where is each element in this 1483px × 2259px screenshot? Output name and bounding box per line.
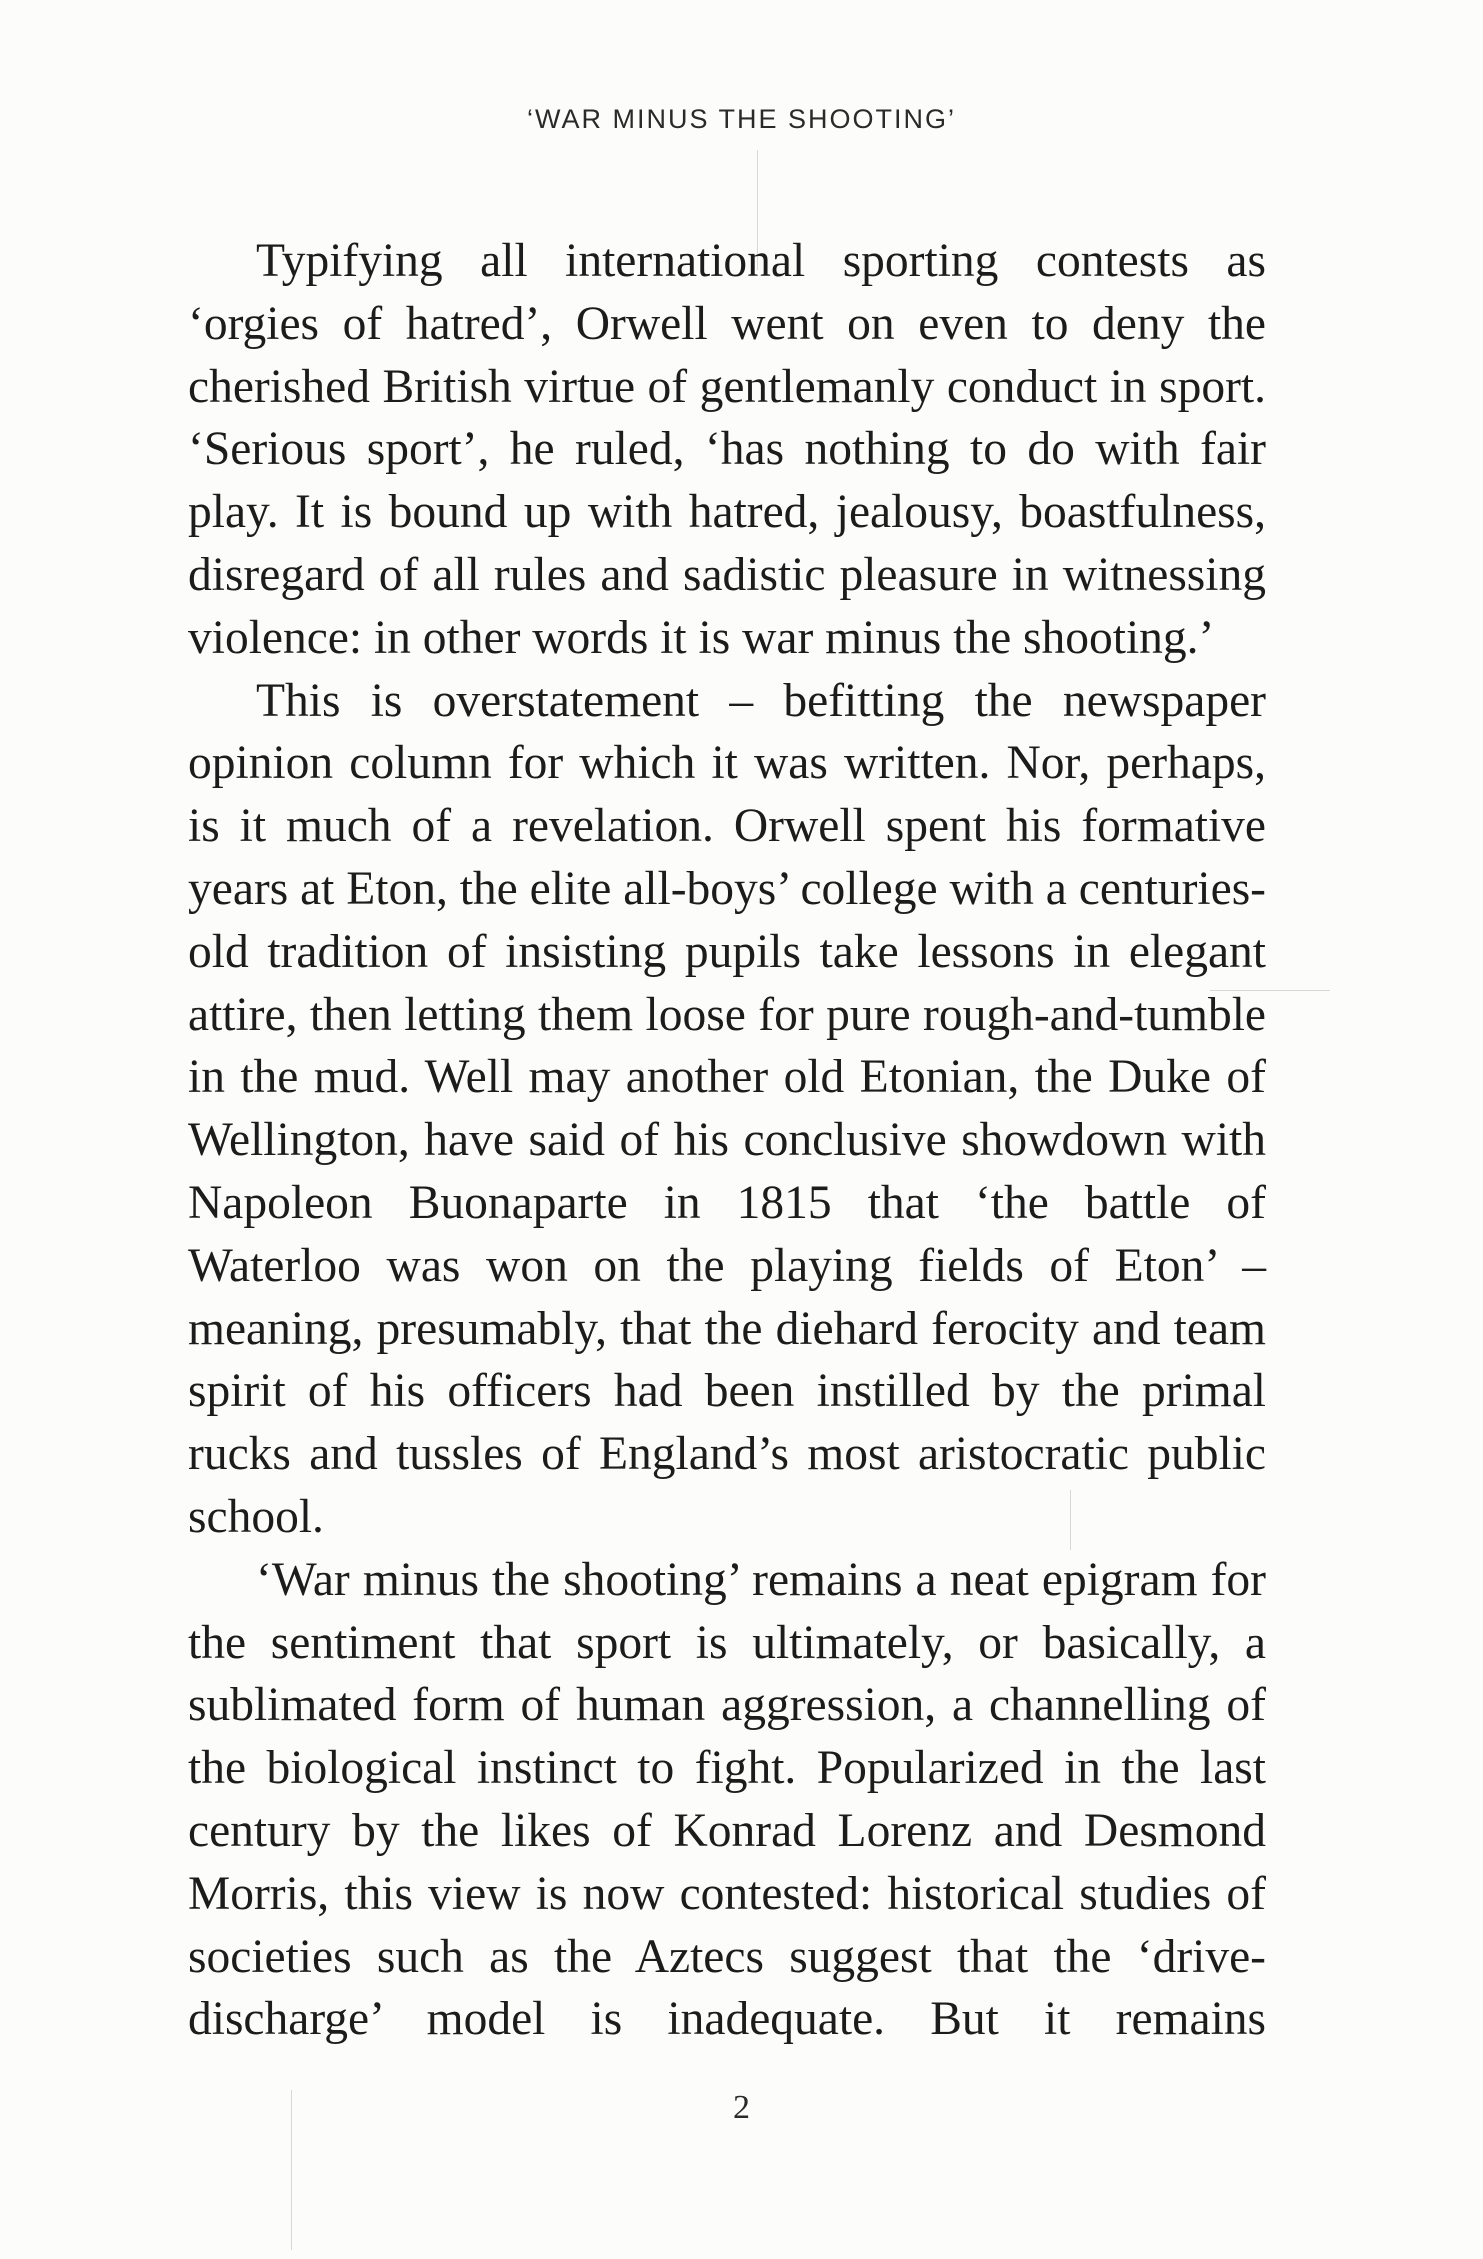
paragraph: ‘War minus the shooting’ remains a neat epigram for the sentiment that sport is ultimately, or basically, a sublimated form of human aggression, a channelling of the biological instinct to fight. Popularized in the last century by the likes of Konrad Lorenz and Desmond Morris, this view is now contested: historical studies of societies such as the Aztecs suggest that the ‘drive-discharge’ model is inadequate. But it remains bbox=[188, 1553, 1266, 2046]
running-head: ‘WAR MINUS THE SHOOTING’ bbox=[526, 104, 956, 134]
page-number: 2 bbox=[733, 2089, 750, 2126]
paragraph: Typifying all international sporting contests as ‘orgies of hatred’, Orwell went on even to deny the cherished British virtue of gentlemanly conduct in sport. ‘Serious sport’, he ruled, ‘has nothing to do with fair play. It is bound up with hatred, jealousy, boastfulness, disregard of all rules and sadistic pleasure in witnessing violence: in other words it is war minus the shooting.’ bbox=[188, 235, 1266, 664]
paragraph: This is overstatement – befitting the newspaper opinion column for which it was written. Nor, perhaps, is it much of a revelation. Orwell spent his formative years at Eton, the elite all-boys’ college with a centuries-old tradition of insisting pupils take lessons in elegant attire, then letting them loose for pure rough-and-tumble in the mud. Well may another old Etonian, the Duke of Wellington, have said of his conclusive showdown with Napoleon Buonaparte in 1815 that ‘the battle of Waterloo was won on the playing fields of Eton’ – meaning, presumably, that the diehard ferocity and team spirit of his officers had been instilled by the primal rucks and tussles of England’s most aristocratic public school. bbox=[188, 674, 1267, 1543]
body-text bbox=[188, 230, 1266, 2051]
